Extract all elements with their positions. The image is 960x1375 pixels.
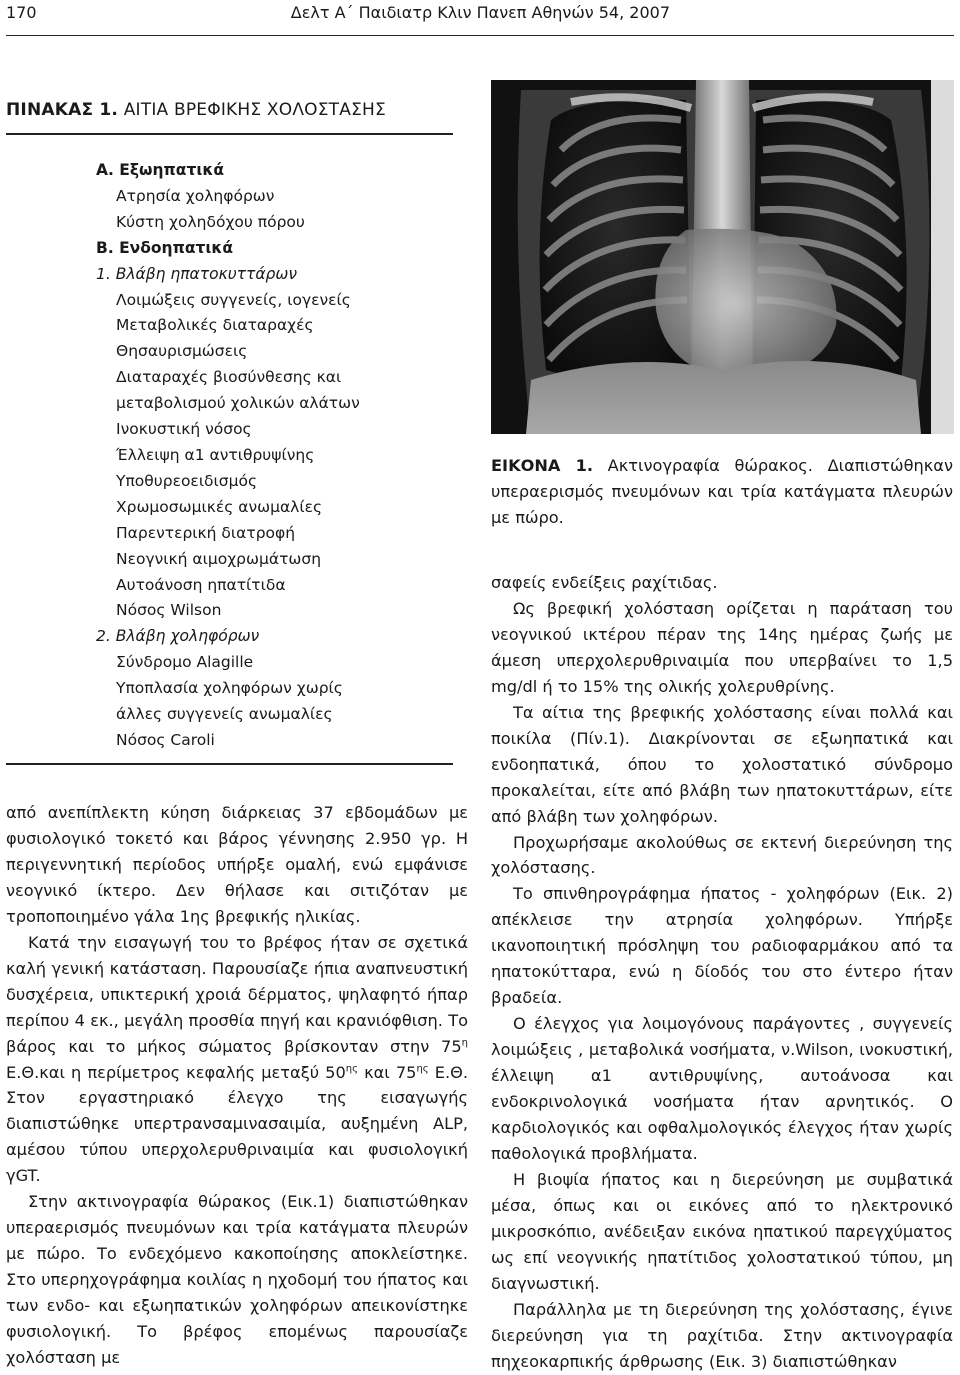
left-column [6,800,468,1371]
table-item: Μεταβολικές διαταραχές [116,316,314,335]
left-paragraph-2-part-d: Ε.Θ. Στον εργαστηριακό έλεγχο της εισαγωγής διαπιστώθηκε υπερτρανσαμινασαιμία, αυξημένη ALP, αμέσου τύπου υπερχολερυθριναιμία και φυσιολογική γGT. [6,1062,469,1186]
table-item: Ατρησία χοληφόρων [116,186,275,205]
table-item: Λοιμώξεις συγγενείς, ιογενείς [116,290,351,309]
table-item: Αυτοάνοση ηπατίτιδα [116,575,286,594]
table-body [96,158,466,754]
journal-citation: Δελτ Α΄ Παιδιατρ Κλιν Πανεπ Αθηνών 54, 2007 [290,3,670,22]
left-paragraph-3: Στην ακτινογραφία θώρακος (Εικ.1) διαπιστώθηκαν υπεραερισμός πνευμόνων και τρία κατάγματα πλευρών με πώρο. Το ενδεχόμενο κακοποίησης αποκλείστηκε. Στο υπερηχογράφημα κοιλίας η ηχοδομή του ήπατος και των ενδο- και εξωηπατικών χοληφόρων απεικονίστηκε φυσιολογική. Το βρέφος επομένως παρουσίαζε χολόσταση με [6,1192,468,1368]
right-paragraph-6: Ο έλεγχος για λοιμογόνους παράγοντες , συγγενείς λοιμώξεις , μεταβολικά νοσήματα, ν.Wilson, ινοκυστική, έλλειψη α1 αντιθρυψίνης, αυτοάνοσα και ενδοκρινολογικά νοσήματα ήταν αρνητικός. Ο καρδιολογικός και οφθαλμολογικός έλεγχος ήταν χωρίς παθολογικά προβλήματα. [491,1014,953,1163]
figure-caption-text: Ακτινογραφία θώρακος. Διαπιστώθηκαν υπεραερισμός πνευμόνων και τρία κατάγματα πλευρών με πώρο. [491,456,954,527]
table-item: Διαταραχές βιοσύνθεσης και [116,368,342,387]
table-item: Β. Ενδοηπατικά [96,238,234,257]
table-item: 1. Βλάβη ηπατοκυττάρων [96,264,298,283]
table-item: Νεογνική αιμοχρωμάτωση [116,549,322,568]
right-column [491,570,953,1375]
header-rule [6,35,954,36]
table-item: Νόσος Caroli [116,730,215,749]
table-item: Θησαυρισμώσεις [116,342,248,361]
page-number: 170 [6,3,37,22]
right-paragraph-4: Προχωρήσαμε ακολούθως σε εκτενή διερεύνηση της χολόστασης. [491,832,953,878]
table-item: Υποθυρεοειδισμός [116,471,258,490]
right-paragraph-5: Το σπινθηρογράφημα ήπατος - χοληφόρων (Εικ. 2) απέκλεισε την ατρησία χοληφόρων. Υπήρξε ικανοποιητική πρόσληψη του ραδιοφαρμάκου από τα ηπατοκύτταρα, ενώ η δίοδός του στο έντερο ήταν βραδεία. [491,884,953,1008]
table-caption: ΑΙΤΙΑ ΒΡΕΦΙΚΗΣ ΧΟΛΟΣΤΑΣΗΣ [123,100,386,120]
table-item: μεταβολισμού χολικών αλάτων [116,394,360,413]
left-paragraph-2-part-c: και 75 [358,1062,417,1082]
superscript-ordinal: ης [416,1063,429,1075]
table-bottom-rule [6,763,453,765]
table-item: Χρωμοσωμικές ανωμαλίες [116,497,323,516]
running-header [0,0,960,34]
table-item: Νόσος Wilson [116,601,222,620]
right-paragraph-2: Ως βρεφική χολόσταση ορίζεται η παράταση του νεογνικού ικτέρου πέραν της 14ης ημέρας ζωής με άμεση υπερχολερυθριναιμία που υπερβαίνει το 1,5 mg/dl ή το 15% της ολικής χολερυθρίνης. [491,598,953,696]
table-label: ΠΙΝΑΚΑΣ 1. [6,100,119,120]
table-item: Έλλειψη α1 αντιθρυψίνης [116,445,315,464]
table-item: Σύνδρομο Alagille [116,653,254,672]
table-top-rule [6,133,453,135]
figure-label: ΕΙΚΟΝΑ 1. [491,456,594,475]
right-paragraph-7: Η βιοψία ήπατος και η διερεύνηση με συμβατικά μέσα, όπως και οι εικόνες από το ηλεκτρονικό μικροσκόπιο, ανέδειξαν εικόνα ηπατικού παρεγχύματος ως επί νεογνικής ηπατίτιδος χολοστατικού τύπου, μη διαγνωστική. [491,1169,953,1293]
right-paragraph-3: Τα αίτια της βρεφικής χολόστασης είναι πολλά και ποικίλα (Πίν.1). Διακρίνονται σε εξωηπατικά και ενδοηπατικά, όπου το χολοστατικό σύνδρομο προκαλείται, είτε από βλάβη των ηπατοκυττάρων, είτε από βλάβη των χοληφόρων. [491,702,953,826]
table-item: άλλες συγγενείς ανωμαλίες [116,705,333,724]
left-paragraph-1: από ανεπίπλεκτη κύηση διάρκειας 37 εβδομάδων με φυσιολογικό τοκετό και βάρος γέννησης 2.950 γρ. Η περιγεννητική περίοδος υπήρξε ομαλή, ενώ εμφάνισε νεογνικό ίκτερο. Δεν θήλασε και σιτιζόταν με τροποποιημένο γάλα 1ης βρεφικής ηλικίας. [6,803,468,926]
left-paragraph-2-part-b: Ε.Θ.και η περίμετρος κεφαλής μεταξύ 50 [6,1062,346,1082]
table-item: 2. Βλάβη χοληφόρων [96,627,260,646]
table-title [6,100,386,120]
table-item: Κύστη χοληδόχου πόρου [116,212,305,231]
left-paragraph-2 [6,930,468,1190]
table-item: Ινοκυστική νόσος [116,420,252,439]
superscript-ordinal: η [461,1037,468,1049]
right-paragraph-8: Παράλληλα με τη διερεύνηση της χολόστασης, έγινε διερεύνηση για τη ραχίτιδα. Στην ακτινογραφία πηχεοκαρπικής άρθρωσης (Εικ. 3) διαπιστώθηκαν [491,1299,953,1371]
table-item: Παρεντερική διατροφή [116,523,296,542]
chest-xray-image [491,80,954,434]
table-item: Υποπλασία χοληφόρων χωρίς [116,679,343,698]
superscript-ordinal: ης [345,1063,358,1075]
right-paragraph-1: σαφείς ενδείξεις ραχίτιδας. [491,573,718,592]
left-paragraph-2-part-a: Κατά την εισαγωγή του το βρέφος ήταν σε σχετικά καλή γενική κατάσταση. Παρουσίαζε ήπια αναπνευστική δυσχέρεια, υπικτερική χροιά δέρματος, ψηλαφητό ήπαρ περίπου 4 εκ., μεγάλη προσθία πηγή και κρανιόφθιση. Το βάρος και το μήκος σώματος βρίσκονταν στην 75 [6,932,468,1056]
table-item: Α. Εξωηπατικά [96,161,225,179]
figure-caption [491,453,953,531]
